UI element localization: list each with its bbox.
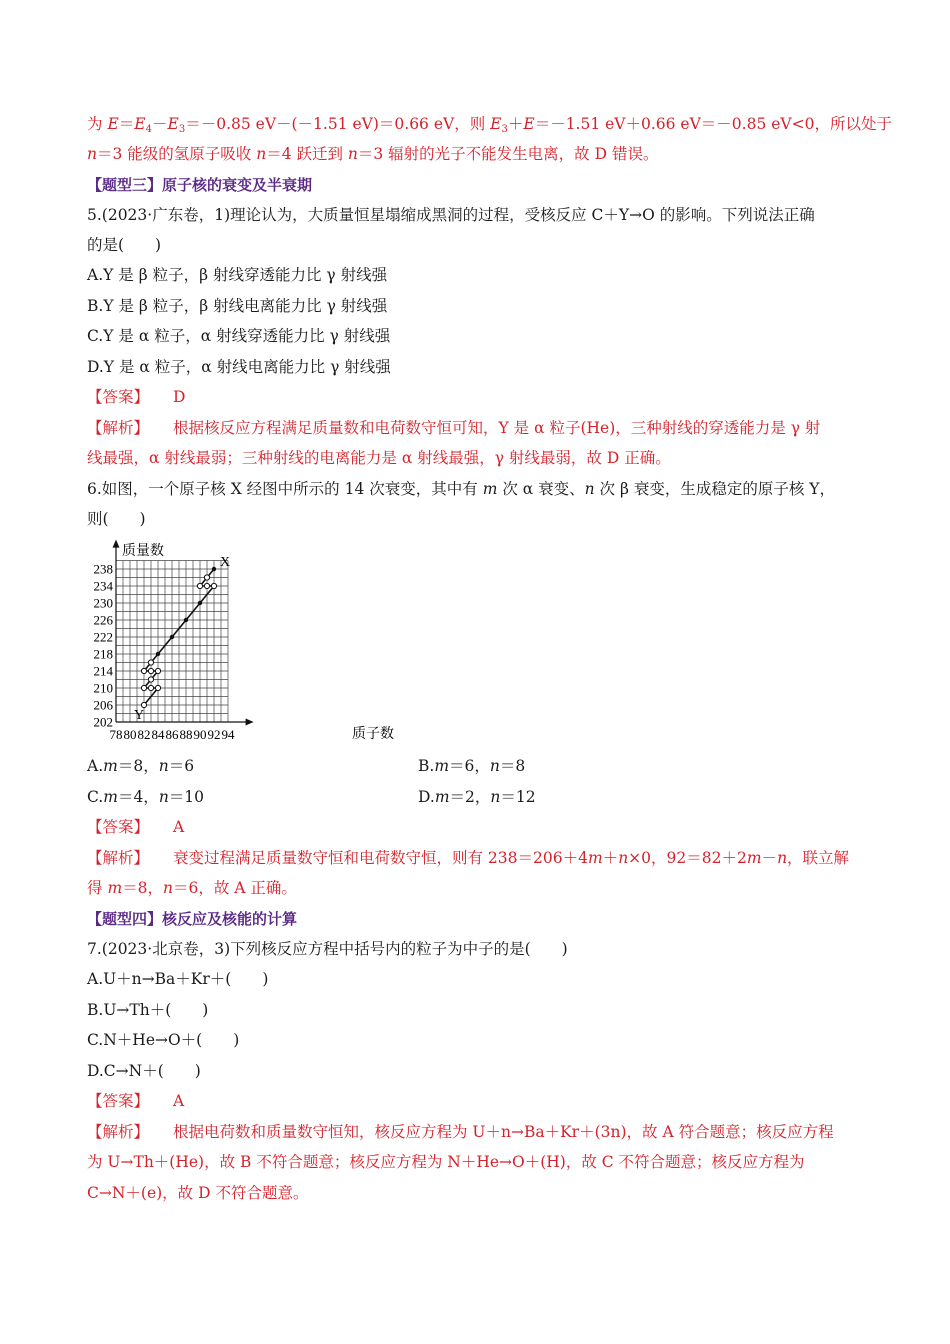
q7-option-b: B.U→Th＋( ) — [87, 1001, 209, 1019]
q5-option-b: B.Y 是 β 粒子，β 射线电离能力比 γ 射线强 — [87, 297, 388, 315]
x-axis-arrow — [246, 719, 254, 726]
q6-option-d: D.m＝2，n＝12 — [418, 788, 536, 806]
analysis-tag: 【解析】 — [87, 419, 150, 437]
q5-answer — [87, 386, 185, 408]
y-tick-label: 206 — [93, 697, 113, 713]
q6-option-a: A.m＝8，n＝6 — [87, 757, 195, 775]
decay-point-hollow — [197, 583, 202, 588]
decay-point-hollow — [148, 660, 153, 665]
decay-point — [170, 635, 174, 639]
chart-y-label: 质量数 — [122, 544, 164, 559]
q7-analysis-line-2: 为 U→Th＋(He)，故 B 不符合题意；核反应方程为 N＋He→O＋(H)，故 C 不符合题意；核反应方程为 — [87, 1153, 805, 1171]
x-tick-label: 90 — [193, 727, 207, 742]
y-tick-label: 230 — [93, 595, 113, 611]
answer-value: D — [173, 388, 186, 406]
x-tick-label: 82 — [137, 727, 151, 742]
decay-point-hollow — [141, 702, 146, 707]
section-heading-4: 【题型四】核反应及核能的计算 — [87, 910, 298, 928]
decay-point — [212, 567, 216, 571]
answer-value: A — [173, 1092, 185, 1110]
decay-point-hollow — [141, 668, 146, 673]
q7-analysis-line-1: 【解析】 根据电荷数和质量数守恒知，核反应方程为 U＋n→Ba＋Kr＋(3n)，故 A 符合题意；核反应方程 — [87, 1123, 834, 1141]
decay-point-hollow — [204, 583, 209, 588]
q7-option-c: C.N＋He→O＋( ) — [87, 1031, 240, 1049]
q5-analysis-line-2: 线最强，α 射线最弱；三种射线的电离能力是 α 射线最强，γ 射线最弱，故 D 正确。 — [87, 449, 671, 467]
x-tick-label: 88 — [179, 727, 193, 742]
decay-point-hollow — [148, 685, 153, 690]
y-tick-label: 214 — [93, 663, 113, 679]
y-tick-label: 202 — [93, 714, 113, 730]
chart-x-label: 质子数 — [352, 727, 394, 742]
q5-analysis-line-1: 【解析】 根据核反应方程满足质量数和电荷数守恒可知，Y 是 α 粒子(He)，三种射线的穿透能力是 γ 射 — [87, 419, 821, 437]
section-heading-3: 【题型三】原子核的衰变及半衰期 — [87, 176, 313, 194]
q5-option-a: A.Y 是 β 粒子，β 射线穿透能力比 γ 射线强 — [87, 266, 388, 284]
answer-tag: 【答案】 — [87, 818, 150, 836]
decay-point-hollow — [148, 677, 153, 682]
x-tick-label: 92 — [207, 727, 221, 742]
chart-marks — [134, 555, 230, 723]
q7-answer — [87, 1090, 184, 1112]
point-label-x: X — [220, 555, 231, 570]
decay-point-hollow — [148, 668, 153, 673]
q5-stem-line-2: 的是( ) — [87, 236, 162, 254]
chart-axes — [113, 540, 254, 726]
decay-point — [184, 618, 188, 622]
q6-stem-line-2: 则( ) — [87, 510, 146, 528]
q7-stem: 7.(2023·北京卷，3)下列核反应方程中括号内的粒子为中子的是( ) — [87, 940, 568, 958]
analysis-continuation-line-2: n＝3 能级的氢原子吸收 n＝4 跃迁到 n＝3 辐射的光子不能发生电离，故 D 错误。 — [87, 145, 659, 163]
decay-point-hollow — [155, 685, 160, 690]
q6-answer — [87, 816, 184, 838]
q5-option-c: C.Y 是 α 粒子，α 射线穿透能力比 γ 射线强 — [87, 327, 391, 345]
y-tick-label: 226 — [93, 612, 113, 628]
y-axis-arrow — [113, 540, 120, 548]
decay-point-hollow — [211, 583, 216, 588]
x-tick-label: 94 — [221, 727, 235, 742]
analysis-tag: 【解析】 — [87, 1123, 150, 1141]
q6-stem-line-1: 6.如图，一个原子核 X 经图中所示的 14 次衰变，其中有 m 次 α 衰变、n 次 β 衰变，生成稳定的原子核 Y， — [87, 480, 836, 498]
q7-option-a: A.U＋n→Ba＋Kr＋( ) — [87, 970, 269, 988]
x-tick-label: 86 — [165, 727, 179, 742]
point-label-y: Y — [134, 708, 145, 723]
y-tick-label: 218 — [93, 646, 113, 662]
analysis-continuation-line-1: 为 $E=E_4-E_3=-0.85$ eV－(－1.51 eV)＝0.66 eV，则 $E_3+E=-1.51$ eV＋0.66 eV＝－0.85 eV<0，所以处于 — [87, 115, 892, 135]
x-tick-label: 78 — [109, 727, 123, 742]
decay-point-hollow — [155, 668, 160, 673]
y-tick-label: 210 — [93, 680, 113, 696]
decay-point — [156, 652, 160, 656]
q6-option-b: B.m＝6，n＝8 — [418, 757, 526, 775]
q6-option-c: C.m＝4，n＝10 — [87, 788, 205, 806]
decay-point-hollow — [204, 575, 209, 580]
q5-option-d: D.Y 是 α 粒子，α 射线电离能力比 γ 射线强 — [87, 358, 391, 376]
q5-stem-line-1: 5.(2023·广东卷，1)理论认为，大质量恒星塌缩成黑洞的过程，受核反应 C＋Y→O 的影响。下列说法正确 — [87, 206, 815, 224]
x-tick-label: 84 — [151, 727, 165, 742]
decay-point — [198, 601, 202, 605]
q7-option-d: D.C→N＋( ) — [87, 1062, 201, 1080]
y-tick-label: 222 — [93, 629, 113, 645]
q7-analysis-line-3: C→N＋(e)，故 D 不符合题意。 — [87, 1184, 309, 1202]
answer-tag: 【答案】 — [87, 388, 150, 406]
y-tick-label: 234 — [93, 578, 113, 594]
x-tick-label: 80 — [123, 727, 137, 742]
q6-analysis-line-1: 【解析】 衰变过程满足质量数守恒和电荷数守恒，则有 238＝206＋4m＋n×0，92＝82＋2m－n，联立解 — [87, 849, 850, 867]
answer-value: A — [173, 818, 185, 836]
decay-chart — [80, 535, 410, 750]
y-tick-label: 238 — [93, 561, 113, 577]
answer-tag: 【答案】 — [87, 1092, 150, 1110]
q6-analysis-line-2: 得 m＝8，n＝6，故 A 正确。 — [87, 879, 297, 897]
analysis-tag: 【解析】 — [87, 849, 150, 867]
decay-point-hollow — [141, 685, 146, 690]
